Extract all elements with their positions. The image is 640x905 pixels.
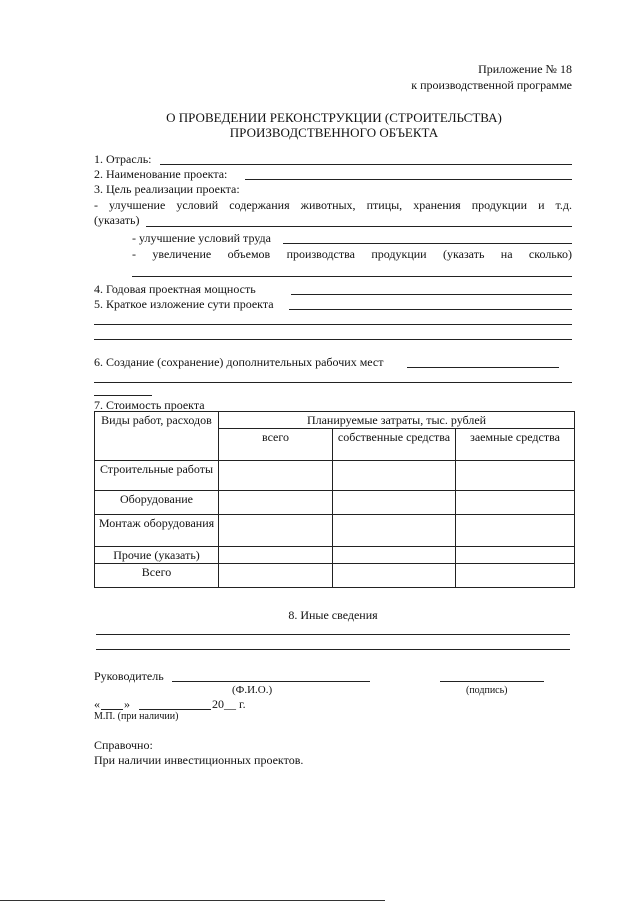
field-goal-label: 3. Цель реализации проекта: [94,182,240,196]
date-year: 20__ г. [212,697,246,711]
cost-cell[interactable] [333,564,456,588]
appendix-number: Приложение № 18 [478,62,572,76]
field-goal-labor-label: - улучшение условий труда [132,231,271,245]
cost-header-borrowed: заемные средства [456,429,575,461]
cost-header-own: собственные средства [333,429,456,461]
cost-cell[interactable] [456,564,575,588]
field-summary-line-1[interactable] [289,309,572,310]
field-industry-line[interactable] [160,164,572,165]
cost-cell[interactable] [456,515,575,547]
cost-header-planned: Планируемые затраты, тыс. рублей [219,412,575,429]
cost-cell[interactable] [219,564,333,588]
field-cost-label: 7. Стоимость проекта [94,398,205,412]
reference-text: При наличии инвестиционных проектов. [94,753,304,767]
document-title-line2: ПРОИЗВОДСТВЕННОГО ОБЪЕКТА [229,125,439,140]
other-info-heading: 8. Иные сведения [288,608,378,622]
document-title-line1: О ПРОВЕДЕНИИ РЕКОНСТРУКЦИИ (СТРОИТЕЛЬСТВА) [166,110,502,125]
field-capacity-label: 4. Годовая проектная мощность [94,282,256,296]
cost-table [94,411,575,588]
field-jobs-line-2[interactable] [94,382,572,383]
signature-caption: (подпись) [466,685,508,696]
date-day-line[interactable] [101,709,123,710]
cost-cell[interactable] [333,491,456,515]
other-info-line-1[interactable] [96,634,570,635]
field-capacity-line[interactable] [291,294,572,295]
cost-cell[interactable] [456,547,575,564]
cost-row-label: Прочие (указать) [95,547,219,564]
field-jobs-line-1[interactable] [407,367,559,368]
cost-cell[interactable] [456,491,575,515]
cost-header-total: всего [219,429,333,461]
page-bottom-rule [0,900,385,901]
date-quote-close: » [124,697,130,711]
field-jobs-label: 6. Создание (сохранение) дополнительных рабочих мест [94,355,384,369]
reference-label: Справочно: [94,738,153,752]
head-label: Руководитель [94,669,164,683]
field-goal-specify-label: (указать) [94,213,140,227]
cost-header-types: Виды работ, расходов [95,412,219,461]
date-quote-open: « [94,697,100,711]
cost-cell[interactable] [219,515,333,547]
cost-row-label: Оборудование [95,491,219,515]
cost-cell[interactable] [333,515,456,547]
cost-cell[interactable] [219,547,333,564]
signature-line[interactable] [440,681,544,682]
field-goal-labor-line[interactable] [283,243,572,244]
cost-cell[interactable] [333,547,456,564]
cost-cell[interactable] [219,461,333,491]
field-goal-conditions-line[interactable] [146,226,572,227]
field-goal-volume-label: - увеличение объемов производства продукции (указать на сколько) [132,247,572,261]
cost-row-label: Монтаж оборудования [95,515,219,547]
field-goal-conditions-label: - улучшение условий содержания животных, птицы, хранения продукции и т.д. [94,198,572,212]
cost-row-label: Всего [95,564,219,588]
fio-caption: (Ф.И.О.) [232,684,273,696]
other-info-line-2[interactable] [96,649,570,650]
appendix-subtitle: к производственной программе [411,78,572,92]
field-jobs-line-3[interactable] [94,395,152,396]
cost-row-label: Строительные работы [95,461,219,491]
field-project-name-label: 2. Наименование проекта: [94,167,228,181]
date-month-line[interactable] [139,709,211,710]
cost-cell[interactable] [456,461,575,491]
field-project-name-line[interactable] [245,179,572,180]
field-summary-label: 5. Краткое изложение сути проекта [94,297,274,311]
head-fio-line[interactable] [172,681,370,682]
stamp-caption: М.П. (при наличии) [94,711,179,722]
field-summary-line-3[interactable] [94,339,572,340]
cost-cell[interactable] [219,491,333,515]
cost-cell[interactable] [333,461,456,491]
field-goal-volume-line[interactable] [132,276,572,277]
field-industry-label: 1. Отрасль: [94,152,152,166]
field-summary-line-2[interactable] [94,324,572,325]
